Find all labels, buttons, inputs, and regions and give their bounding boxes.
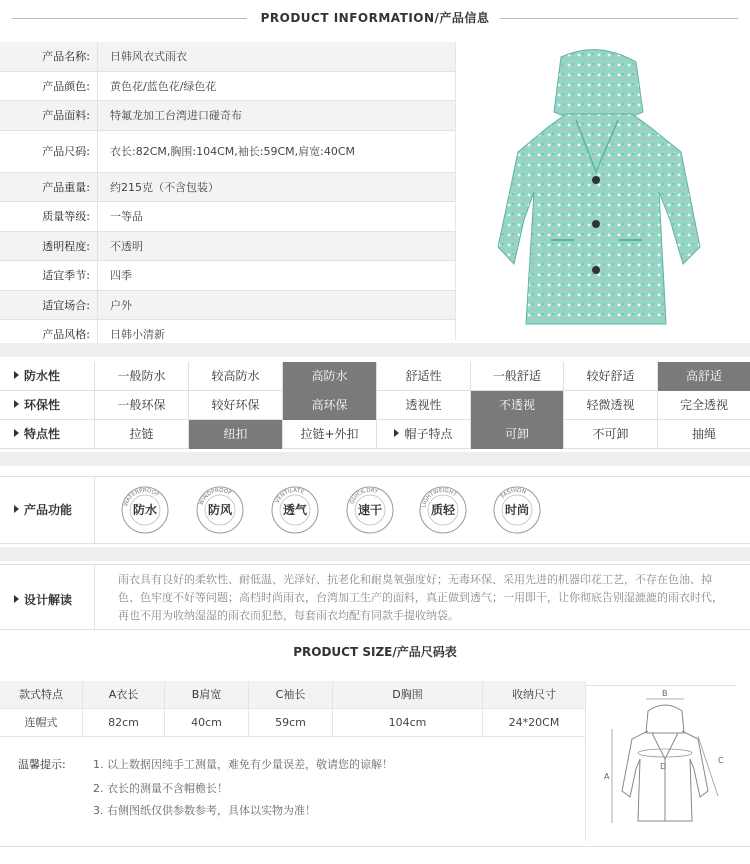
- svg-text:VENTILATE: VENTILATE: [274, 487, 305, 505]
- info-key: 质量等级:: [42, 210, 90, 224]
- rating-option-selected: 不透视: [470, 391, 563, 420]
- info-row-size: [0, 131, 455, 173]
- ventilate-badge-icon: [270, 485, 320, 535]
- rating-option-selected: 纽扣: [188, 420, 282, 449]
- info-value: 黄色花/蓝色花/绿色花: [110, 79, 217, 93]
- ratings-row-3: [0, 420, 750, 449]
- size-table-header: [0, 681, 585, 709]
- warm-tips-label: 温馨提示:: [18, 758, 66, 771]
- info-row-grade: [0, 202, 455, 232]
- info-key: 适宜季节:: [42, 269, 90, 283]
- info-value: 特氟龙加工台湾进口碰奇布: [110, 109, 242, 123]
- quick-dry-badge-icon: [345, 485, 395, 535]
- ratings-row-2: [0, 391, 750, 420]
- svg-text:QUICK-DRY: QUICK-DRY: [349, 487, 379, 506]
- header-rule-right: [500, 18, 738, 19]
- size-cell: 104cm: [332, 709, 482, 737]
- arrow-right-icon: [14, 505, 19, 513]
- warm-tip-item: 1. 以上数据因纯手工测量，难免有少量误差，敬请您的谅解！: [93, 758, 393, 771]
- svg-text:FASHION: FASHION: [500, 487, 527, 500]
- svg-text:WATERPROOF: WATERPROOF: [123, 487, 160, 508]
- size-cell: 40cm: [164, 709, 248, 737]
- size-diagram: [585, 681, 750, 841]
- rating-label-comfort: 舒适性: [376, 362, 470, 391]
- size-header: 款式特点: [19, 688, 63, 701]
- rating-option: 完全透视: [657, 391, 750, 420]
- info-value: 日韩小清新: [110, 328, 165, 342]
- rating-label-feature: 特点性: [0, 420, 94, 449]
- raincoat-illustration: [456, 42, 750, 340]
- waterproof-badge-icon: [120, 485, 170, 535]
- rating-option: 一般防水: [94, 362, 188, 391]
- size-cell: 82cm: [82, 709, 164, 737]
- raincoat-photo: [455, 42, 750, 340]
- badge-label: 防风: [207, 503, 232, 517]
- badge-label: 质轻: [430, 503, 455, 517]
- rating-option: 不可卸: [563, 420, 657, 449]
- info-value: 一等品: [110, 210, 143, 224]
- info-key: 产品颜色:: [42, 79, 90, 93]
- lightweight-badge-icon: [418, 485, 468, 535]
- product-functions: [0, 476, 750, 544]
- rating-option: 一般舒适: [470, 362, 563, 391]
- info-value: 户外: [110, 298, 132, 312]
- size-header: 收纳尺寸: [482, 681, 585, 709]
- rating-option: 较好舒适: [563, 362, 657, 391]
- info-row-transparency: [0, 232, 455, 262]
- svg-text:A: A: [604, 772, 610, 781]
- info-value: 四季: [110, 269, 132, 283]
- size-cell: 59cm: [248, 709, 332, 737]
- rating-option: 拉链+外扣: [282, 420, 376, 449]
- info-row-weight: [0, 173, 455, 203]
- info-value: 不透明: [110, 239, 143, 253]
- info-key: 产品风格:: [42, 328, 90, 342]
- info-row-fabric: [0, 101, 455, 131]
- arrow-right-icon: [14, 371, 19, 379]
- rating-label-transparency: 透视性: [376, 391, 470, 420]
- arrow-right-icon: [14, 400, 19, 408]
- rating-option: 拉链: [94, 420, 188, 449]
- product-information-title: PRODUCT INFORMATION/产品信息: [260, 11, 490, 25]
- svg-text:D: D: [660, 762, 667, 771]
- section-divider: [0, 547, 750, 561]
- badge-label: 透气: [282, 503, 307, 517]
- design-description: [0, 564, 750, 630]
- rating-option-selected: 可卸: [470, 420, 563, 449]
- rating-option-selected: 高防水: [282, 362, 376, 391]
- rating-label-hood: 帽子特点: [376, 420, 470, 449]
- size-table-row: [0, 709, 585, 737]
- info-key: 产品名称:: [42, 50, 90, 64]
- functions-label: 产品功能: [14, 501, 72, 518]
- rating-option: 较高防水: [188, 362, 282, 391]
- product-size-title: PRODUCT SIZE/产品尺码表: [0, 643, 750, 660]
- badge-label: 速干: [357, 503, 382, 517]
- warm-tip-item: 2. 衣长的测量不含帽檐长！: [93, 782, 228, 795]
- size-header: D胸围: [332, 681, 482, 709]
- bottom-rule: [0, 846, 750, 847]
- arrow-right-icon: [14, 429, 19, 437]
- rating-option: 抽绳: [657, 420, 750, 449]
- info-row-name: [0, 42, 455, 72]
- size-header: C袖长: [248, 681, 332, 709]
- design-text: 雨衣具有良好的柔软性、耐低温、光泽好、抗老化和耐臭氧强度好；无毒环保、采用先进的机器印花工艺，不存在色油、掉色、色牢度不好等问题；高档时尚雨衣，台湾加工生产的面料，真正做到透气；一用即干，让你彻底告别湿漉漉的雨衣时代，再也不用为收纳湿湿的雨衣而犯愁，每套雨衣均配有同款手提收纳袋。: [118, 573, 723, 622]
- info-key: 产品尺码:: [42, 145, 90, 158]
- svg-text:WINDPROOF: WINDPROOF: [198, 487, 233, 507]
- rating-option: 轻微透视: [563, 391, 657, 420]
- svg-text:C: C: [718, 756, 724, 765]
- badge-label: 时尚: [504, 503, 529, 517]
- rating-option: 一般环保: [94, 391, 188, 420]
- size-header: A衣长: [82, 681, 164, 709]
- info-value: 衣长:82CM,胸围:104CM,袖长:59CM,肩宽:40CM: [110, 145, 355, 158]
- header-rule-left: [12, 18, 247, 19]
- info-key: 产品面料:: [42, 109, 90, 123]
- section-divider: [0, 343, 750, 357]
- raincoat-outline-icon: [586, 681, 750, 841]
- info-row-occasion: [0, 291, 455, 321]
- size-table: [0, 681, 585, 737]
- section-divider: [0, 452, 750, 466]
- fashion-badge-icon: [492, 485, 542, 535]
- svg-text:LIGHTWEIGHT: LIGHTWEIGHT: [421, 487, 458, 509]
- info-value: 约215克（不含包装）: [110, 180, 219, 194]
- rating-label-eco: 环保性: [0, 391, 94, 420]
- info-row-season: [0, 261, 455, 291]
- rating-option-selected: 高环保: [282, 391, 376, 420]
- info-row-color: [0, 72, 455, 102]
- product-info-table: [0, 42, 455, 350]
- rating-option-selected: 高舒适: [657, 362, 750, 391]
- size-cell: 24*20CM: [482, 709, 585, 737]
- warm-tip-item: 3. 右侧图纸仅供参数参考，具体以实物为准！: [93, 804, 316, 817]
- size-cell: 连帽式: [24, 716, 58, 729]
- arrow-right-icon: [394, 429, 399, 437]
- badge-label: 防水: [132, 503, 157, 517]
- ratings-row-1: [0, 362, 750, 391]
- svg-text:B: B: [662, 689, 668, 698]
- info-key: 透明程度:: [42, 239, 90, 253]
- rating-label-waterproof: 防水性: [0, 362, 94, 391]
- size-header: B肩宽: [164, 681, 248, 709]
- product-information-header: [0, 0, 750, 38]
- info-value: 日韩风衣式雨衣: [110, 50, 187, 64]
- info-key: 适宜场合:: [42, 298, 90, 312]
- ratings-grid: [0, 362, 750, 449]
- arrow-right-icon: [14, 595, 19, 603]
- info-key: 产品重量:: [42, 180, 90, 194]
- rating-option: 较好环保: [188, 391, 282, 420]
- windproof-badge-icon: [195, 485, 245, 535]
- design-label: 设计解读: [14, 591, 72, 608]
